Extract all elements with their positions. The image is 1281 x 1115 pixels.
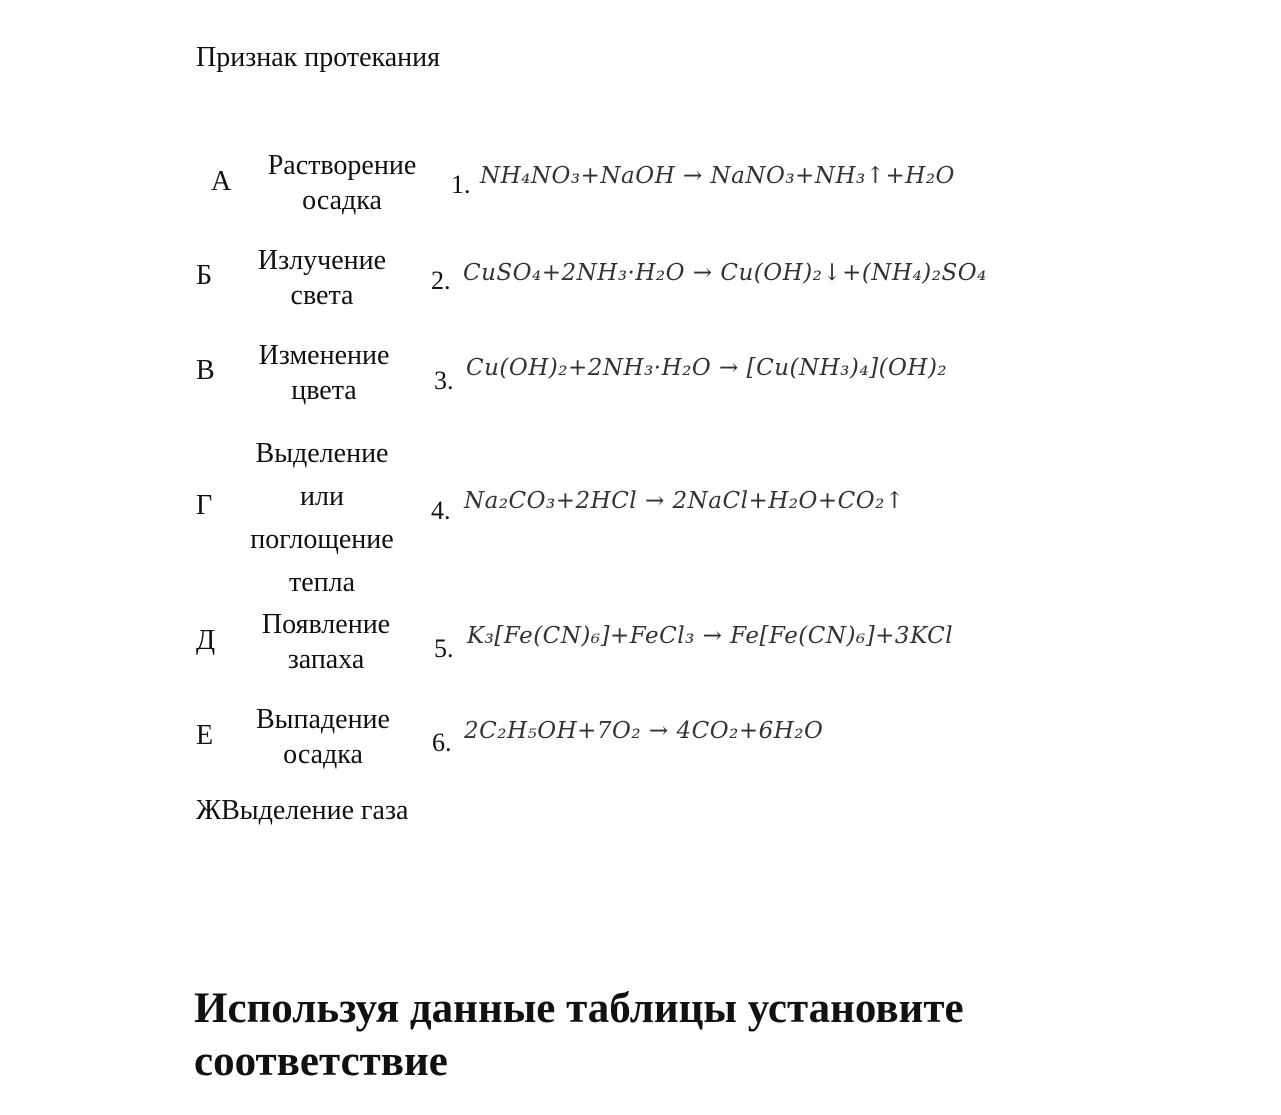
row-number: 6. bbox=[432, 728, 452, 757]
row-equation: Na₂CO₃+2HCl → 2NaCl+H₂O+CO₂↑ bbox=[464, 488, 905, 514]
row-number: 1. bbox=[451, 170, 471, 199]
row-number: 3. bbox=[434, 366, 454, 395]
row-property: Растворение осадка bbox=[267, 150, 417, 216]
last-item bbox=[196, 795, 408, 827]
row-property: Появление запаха bbox=[261, 609, 391, 675]
row-number: 4. bbox=[431, 496, 451, 525]
row-letter: Ж bbox=[196, 795, 222, 826]
row-property: Выделение газа bbox=[221, 795, 409, 826]
column-title: Признак протекания bbox=[196, 42, 441, 73]
row-property: Излучение света bbox=[257, 245, 387, 311]
row-property: Изменение цвета bbox=[258, 340, 390, 406]
row-letter: Б bbox=[196, 260, 213, 291]
task-heading: Используя данные таблицы установите соответствие bbox=[194, 985, 964, 1085]
row-equation: K₃[Fe(CN)₆]+FeCl₃ → Fe[Fe(CN)₆]+3KCl bbox=[467, 623, 954, 649]
row-equation: CuSO₄+2NH₃·H₂O → Cu(OH)₂↓+(NH₄)₂SO₄ bbox=[463, 260, 987, 286]
row-letter: Д bbox=[196, 625, 216, 656]
row-number: 5. bbox=[434, 634, 454, 663]
row-equation: NH₄NO₃+NaOH → NaNO₃+NH₃↑+H₂O bbox=[480, 163, 955, 189]
row-property: Выпадение осадка bbox=[256, 704, 390, 770]
row-number: 2. bbox=[431, 266, 451, 295]
row-letter: В bbox=[196, 355, 215, 386]
row-letter: Г bbox=[196, 490, 213, 521]
row-letter: Е bbox=[196, 720, 214, 751]
row-equation: Cu(OH)₂+2NH₃·H₂O → [Cu(NH₃)₄](OH)₂ bbox=[466, 355, 948, 381]
row-equation: 2C₂H₅OH+7O₂ → 4CO₂+6H₂O bbox=[464, 718, 824, 744]
row-letter: А bbox=[211, 166, 232, 197]
row-property: Выделение или поглощение тепла bbox=[250, 438, 394, 598]
